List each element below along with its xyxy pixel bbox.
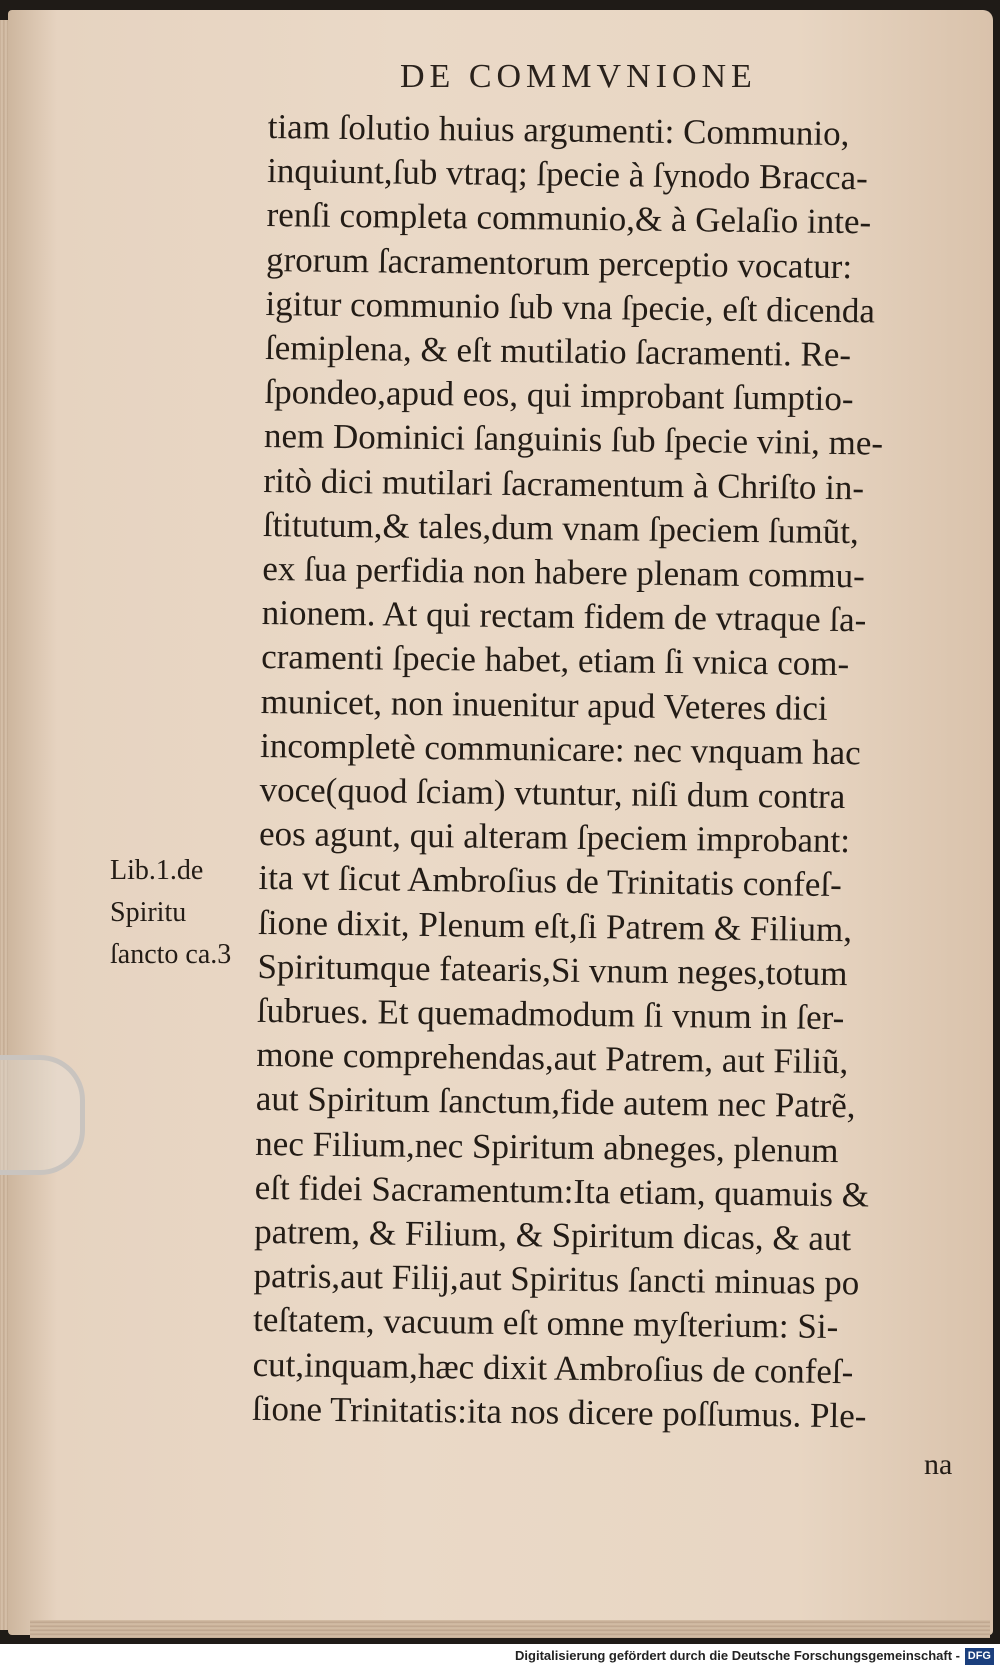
text-line: ſubrues. Et quemadmodum ſi vnum in ſer- xyxy=(256,990,845,1038)
running-head: DE COMMVNIONE xyxy=(400,58,757,95)
margin-note-line: Spiritu xyxy=(110,897,187,928)
text-line: ex ſua perfidia non habere plenam commu- xyxy=(262,548,866,596)
text-line: ſemiplena, & eſt mutilatio ſacramenti. Re- xyxy=(264,327,852,375)
text-line: grorum ſacramentorum perceptio vocatur: xyxy=(265,239,853,286)
text-line: voce(quod ſciam) vtuntur, niſi dum contra xyxy=(259,769,846,817)
text-line: teſtatem, vacuum eſt omne myſterium: Si- xyxy=(252,1300,839,1347)
margin-note-line: ſancto ca.3 xyxy=(110,939,232,970)
text-line: ſpondeo,apud eos, qui improbant ſumptio- xyxy=(264,372,854,419)
text-line: ſione dixit, Plenum eſt,ſi Patrem & Filium, xyxy=(257,902,853,949)
text-line: ita vt ſicut Ambroſius de Trinitatis confeſ- xyxy=(258,858,843,905)
text-line: incompletè communicare: nec vnquam hac xyxy=(259,725,861,773)
catchword: na xyxy=(924,1448,953,1481)
text-line: patrem, & Filium, & Spiritum dicas, & aut xyxy=(253,1211,852,1259)
text-line: nem Dominici ſanguinis ſub ſpecie vini, me- xyxy=(263,416,884,463)
text-line: cut,inquam,hæc dixit Ambroſius de confeſ- xyxy=(252,1344,854,1391)
text-line: ritò dici mutilari ſacramentum à Chriſto in- xyxy=(263,460,865,507)
text-line: ſtitutum,& tales,dum vnam ſpeciem ſumũt, xyxy=(262,504,859,552)
text-line: ſione Trinitatis:ita nos dicere poſſumus. Ple- xyxy=(251,1388,867,1436)
text-line: igitur communio ſub vna ſpecie, eſt dicenda xyxy=(265,283,876,331)
text-line: renſi completa communio,& à Gelaſio inte- xyxy=(266,195,872,242)
funding-credit: Digitalisierung gefördert durch die Deutsche Forschungsgemeinschaft - xyxy=(515,1648,960,1663)
text-line: municet, non inuenitur apud Veteres dici xyxy=(260,681,828,728)
text-line: tiam ſolutio huius argumenti: Communio, xyxy=(267,106,850,154)
footer-bar xyxy=(0,1644,1000,1670)
dfg-logo: DFG xyxy=(965,1648,994,1665)
text-line: patris,aut Filij,aut Spiritus ſancti minuas po xyxy=(253,1256,860,1303)
text-line: eos agunt, qui alteram ſpeciem improbant: xyxy=(258,814,851,861)
text-line: inquiunt,ſub vtraq; ſpecie à ſynodo Bracca- xyxy=(266,151,869,198)
text-line: mone comprehendas,aut Patrem, aut Filiũ, xyxy=(256,1035,849,1082)
text-line: Spiritumque fatearis,Si vnum neges,totum xyxy=(257,946,848,994)
text-line: nec Filium,nec Spiritum abneges, plenum xyxy=(255,1123,839,1170)
page-edges-bottom xyxy=(30,1620,990,1638)
body-text xyxy=(252,105,968,1440)
text-line: aut Spiritum ſanctum,fide autem nec Patrẽ, xyxy=(255,1079,856,1126)
text-line: eſt fidei Sacramentum:Ita etiam, quamuis & xyxy=(254,1167,870,1215)
margin-note xyxy=(110,850,270,976)
margin-note-line: Lib.1.de xyxy=(110,855,204,886)
text-line: cramenti ſpecie habet, etiam ſi vnica com- xyxy=(261,637,850,684)
text-line: nionem. At qui rectam fidem de vtraque ſa- xyxy=(261,593,867,640)
book-clip xyxy=(0,1055,85,1175)
